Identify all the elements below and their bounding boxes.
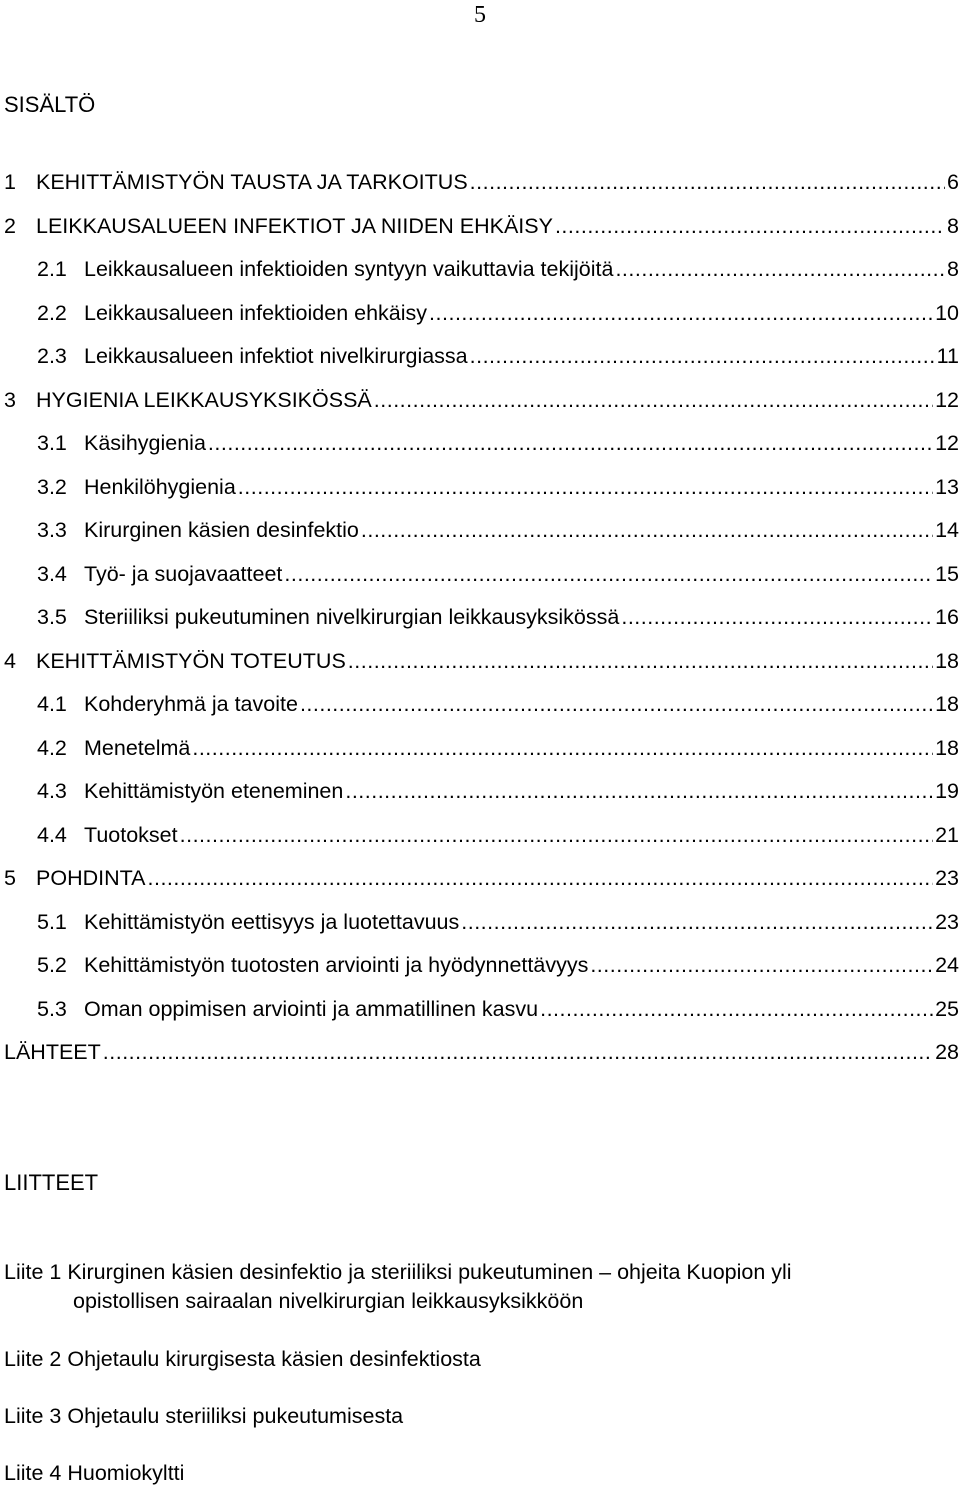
toc-entry-number: 5.2 bbox=[37, 953, 67, 977]
toc-entry-number: 4.1 bbox=[37, 692, 67, 716]
toc-entry-title: Kirurginen käsien desinfektio bbox=[84, 518, 359, 542]
toc-entry[interactable] bbox=[37, 344, 959, 374]
toc-entry-number: 5.1 bbox=[37, 909, 67, 934]
toc-entry[interactable] bbox=[37, 562, 959, 592]
toc-leader-dots bbox=[361, 518, 933, 543]
toc-entry-page: 12 bbox=[935, 387, 959, 412]
appendix-item bbox=[4, 1258, 934, 1316]
toc-leader-dots bbox=[348, 649, 933, 674]
toc-entry[interactable] bbox=[37, 953, 959, 983]
toc-entry-title: Oman oppimisen arviointi ja ammatillinen kasvu bbox=[84, 996, 539, 1021]
toc-entry-number: 4.2 bbox=[37, 735, 67, 760]
appendices-heading: LIITTEET bbox=[4, 1170, 99, 1195]
appendix-line: Liite 1 Kirurginen käsien desinfektio ja steriiliksi pukeutuminen – ohjeita Kuopion yli bbox=[4, 1260, 792, 1284]
toc-entry[interactable] bbox=[37, 518, 959, 548]
toc-entry[interactable] bbox=[4, 1040, 959, 1070]
toc-entry[interactable] bbox=[37, 997, 959, 1027]
toc-entry-title: POHDINTA bbox=[36, 866, 146, 890]
toc-entry-number: 3.5 bbox=[37, 605, 67, 629]
appendix-line: Liite 4 Huomiokyltti bbox=[4, 1461, 185, 1485]
toc-entry-page: 18 bbox=[935, 648, 959, 673]
contents-heading: SISÄLTÖ bbox=[4, 92, 96, 117]
appendix-line: Liite 3 Ohjetaulu steriiliksi pukeutumisesta bbox=[4, 1404, 404, 1428]
toc-leader-dots bbox=[555, 214, 945, 239]
toc-entry-page: 23 bbox=[935, 866, 959, 890]
toc-entry[interactable] bbox=[37, 823, 959, 853]
toc-leader-dots bbox=[238, 475, 933, 500]
toc-entry-number: 2 bbox=[4, 213, 16, 238]
toc-entry-title: LEIKKAUSALUEEN INFEKTIOT JA NIIDEN EHKÄISY bbox=[36, 213, 553, 238]
toc-entry-page: 8 bbox=[947, 213, 959, 238]
toc-entry[interactable] bbox=[4, 649, 959, 679]
toc-leader-dots bbox=[345, 779, 933, 804]
toc-entry-number: 2.2 bbox=[37, 300, 67, 325]
toc-entry-number: 3.4 bbox=[37, 561, 67, 586]
appendix-line-continued: opistollisen sairaalan nivelkirurgian leikkausyksikköön bbox=[73, 1289, 584, 1313]
toc-entry-page: 14 bbox=[935, 518, 959, 542]
toc-entry-page: 11 bbox=[936, 344, 959, 368]
appendix-item bbox=[4, 1402, 934, 1431]
appendix-item bbox=[4, 1345, 934, 1374]
toc-leader-dots bbox=[621, 605, 933, 630]
toc-entry[interactable] bbox=[37, 736, 959, 766]
toc-entry-title: Työ- ja suojavaatteet bbox=[84, 561, 283, 586]
toc-entry-title: HYGIENIA LEIKKAUSYKSIKÖSSÄ bbox=[36, 387, 372, 412]
toc-entry-page: 18 bbox=[935, 692, 959, 716]
toc-entry-title: Leikkausalueen infektioiden syntyyn vaikuttavia tekijöitä bbox=[84, 257, 614, 281]
toc-entry-page: 13 bbox=[935, 474, 959, 499]
toc-entry[interactable] bbox=[4, 866, 959, 896]
toc-entry-title: Menetelmä bbox=[84, 735, 191, 760]
toc-entry-number: 4 bbox=[4, 648, 16, 673]
toc-leader-dots bbox=[103, 1040, 933, 1065]
toc-entry[interactable] bbox=[37, 431, 959, 461]
toc-leader-dots bbox=[148, 866, 934, 891]
toc-entry-page: 24 bbox=[935, 953, 959, 977]
toc-entry-title: Henkilöhygienia bbox=[84, 474, 236, 499]
toc-entry-title: Kohderyhmä ja tavoite bbox=[84, 692, 298, 716]
toc-entry-title: Steriiliksi pukeutuminen nivelkirurgian leikkausyksikössä bbox=[84, 605, 620, 629]
toc-leader-dots bbox=[470, 170, 945, 195]
toc-entry[interactable] bbox=[37, 475, 959, 505]
toc-entry-title: Kehittämistyön eettisyys ja luotettavuus bbox=[84, 909, 460, 934]
toc-entry-number: 2.1 bbox=[37, 257, 67, 281]
toc-leader-dots bbox=[461, 910, 933, 935]
toc-entry-title: Käsihygienia bbox=[84, 431, 206, 455]
toc-leader-dots bbox=[590, 953, 933, 978]
toc-entry-page: 8 bbox=[947, 257, 959, 281]
toc-entry-page: 15 bbox=[935, 561, 959, 586]
toc-entry-title: Leikkausalueen infektioiden ehkäisy bbox=[84, 300, 428, 325]
toc-leader-dots bbox=[470, 344, 935, 369]
toc-entry-title: Leikkausalueen infektiot nivelkirurgiassa bbox=[84, 344, 468, 368]
toc-entry[interactable] bbox=[37, 910, 959, 940]
toc-leader-dots bbox=[192, 736, 933, 761]
toc-entry[interactable] bbox=[37, 605, 959, 635]
toc-entry-number: 3.1 bbox=[37, 431, 67, 455]
toc-entry-number: 3.2 bbox=[37, 474, 67, 499]
toc-entry-number: 3 bbox=[4, 387, 16, 412]
toc-entry-page: 19 bbox=[935, 779, 959, 803]
toc-entry-number: 4.4 bbox=[37, 822, 67, 847]
toc-entry-page: 21 bbox=[935, 822, 959, 847]
toc-leader-dots bbox=[284, 562, 933, 587]
toc-entry[interactable] bbox=[37, 257, 959, 287]
toc-leader-dots bbox=[180, 823, 933, 848]
toc-leader-dots bbox=[208, 431, 933, 456]
toc-entry-page: 12 bbox=[935, 431, 959, 455]
toc-entry-page: 25 bbox=[935, 996, 959, 1021]
toc-leader-dots bbox=[615, 257, 945, 282]
toc-leader-dots bbox=[540, 997, 933, 1022]
toc-entry-title: KEHITTÄMISTYÖN TOTEUTUS bbox=[36, 648, 346, 673]
toc-leader-dots bbox=[300, 692, 933, 717]
toc-entry-page: 28 bbox=[935, 1040, 959, 1064]
toc-entry[interactable] bbox=[4, 388, 959, 418]
toc-entry-page: 16 bbox=[935, 605, 959, 629]
toc-entry-number: 4.3 bbox=[37, 779, 67, 803]
toc-entry-title: Kehittämistyön eteneminen bbox=[84, 779, 344, 803]
toc-entry-page: 18 bbox=[935, 735, 959, 760]
toc-entry-number: 3.3 bbox=[37, 518, 67, 542]
toc-entry-page: 10 bbox=[935, 300, 959, 325]
toc-entry-title: Tuotokset bbox=[84, 822, 178, 847]
toc-entry-number: 2.3 bbox=[37, 344, 67, 368]
toc-entry-number: 5 bbox=[4, 866, 16, 890]
toc-entry-title: KEHITTÄMISTYÖN TAUSTA JA TARKOITUS bbox=[36, 170, 468, 194]
toc-entry-number: 1 bbox=[4, 170, 16, 194]
toc-entry[interactable] bbox=[37, 779, 959, 809]
toc-entry[interactable] bbox=[4, 214, 959, 244]
page-number: 5 bbox=[474, 2, 486, 28]
toc-entry-number: 5.3 bbox=[37, 996, 67, 1021]
toc-leader-dots bbox=[374, 388, 933, 413]
toc-entry[interactable] bbox=[37, 692, 959, 722]
appendix-line: Liite 2 Ohjetaulu kirurgisesta käsien desinfektiosta bbox=[4, 1347, 481, 1371]
toc-entry-title: LÄHTEET bbox=[4, 1040, 101, 1064]
toc-leader-dots bbox=[429, 301, 933, 326]
toc-entry[interactable] bbox=[37, 301, 959, 331]
appendix-item bbox=[4, 1459, 934, 1488]
toc-entry-title: Kehittämistyön tuotosten arviointi ja hyödynnettävyys bbox=[84, 953, 589, 977]
toc-entry-page: 6 bbox=[947, 170, 959, 194]
toc-entry-page: 23 bbox=[935, 909, 959, 934]
toc-entry[interactable] bbox=[4, 170, 959, 200]
